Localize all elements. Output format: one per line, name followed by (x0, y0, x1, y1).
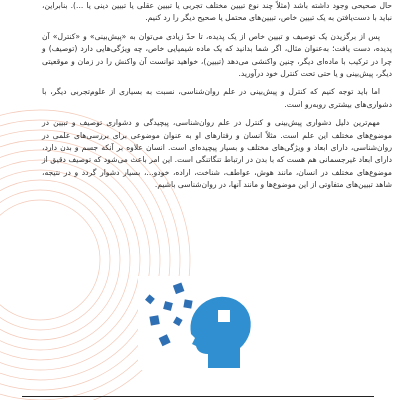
paragraph: پس از برگزیدن یک توصیف و تبیین خاص از یک پدیده، تا حدّ زیادی می‌توان به «پیش‌بینی» و «کنترل» آن پدیده، دست یافت؛ به‌عنوان مثال، اگر شما بدانید که یک ماده شیمیایی خاص، چه ویژگی‌هایی دارد (توصیف) و چرا در ترکیب با ماده‌ای دیگر، چنین واکنشی می‌دهد (تبیین)، خواهید توانست آن واکنش را در زمان و موقعیتی دیگر، پیش‌بینی و یا حتی تحت کنترل خود درآورید. (42, 31, 392, 79)
head-silhouette (190, 297, 250, 368)
paragraph: حال صحیحی وجود داشته باشد (مثلاً چند نوع تبیین مختلف تجربی یا تبیین عقلی یا تبیین دینی یا ...). بنابراین، نباید با دست‌یافتن به یک تبیین خاص، تبیین‌های محتمل یا صحیح دیگر را رد کنیم. (42, 1, 392, 23)
paragraph: اما باید توجه کنیم که کنترل و پیش‌بینی در علم روان‌شناسی، نسبت به بسیاری از علوم‌تجربی دیگر، با دشواری‌های بیشتری روبه‌رو است. (42, 87, 392, 109)
puzzle-pieces (145, 283, 193, 347)
footer-rule (22, 396, 374, 397)
head-puzzle-illustration (138, 276, 260, 370)
body-text (42, 0, 392, 198)
paragraph: مهم‌ترین دلیل دشواری پیش‌بینی و کنترل در علم روان‌شناسی، پیچیدگی و دشواری توصیف و تبیین در موضوع‌های مختلف این علم است. مثلاً انسان و رفتارهای او به عنوان موضوعی برای بررسی‌های علمی در روان‌شناسی، دارای ابعاد و ویژگی‌های مختلف و بسیار پیچیده‌ای است. انسان علاوه بر آنکه جسم و بدن دارد، دارای ابعاد غیرجسمانی هم هست که با بدن در ارتباط تنگاتنگی است. این امر باعث می‌شود که توصیف دقیق از موضوع‌های مختلف در انسان، مانند هوش، عواطف، شناخت، اراده، خودو...، بسیار دشوار گردد و در نتیجه، شاهد تبیین‌های متفاوتی از این موضوع‌ها و مانند آنها، در روان‌شناسی باشیم. (42, 118, 392, 190)
